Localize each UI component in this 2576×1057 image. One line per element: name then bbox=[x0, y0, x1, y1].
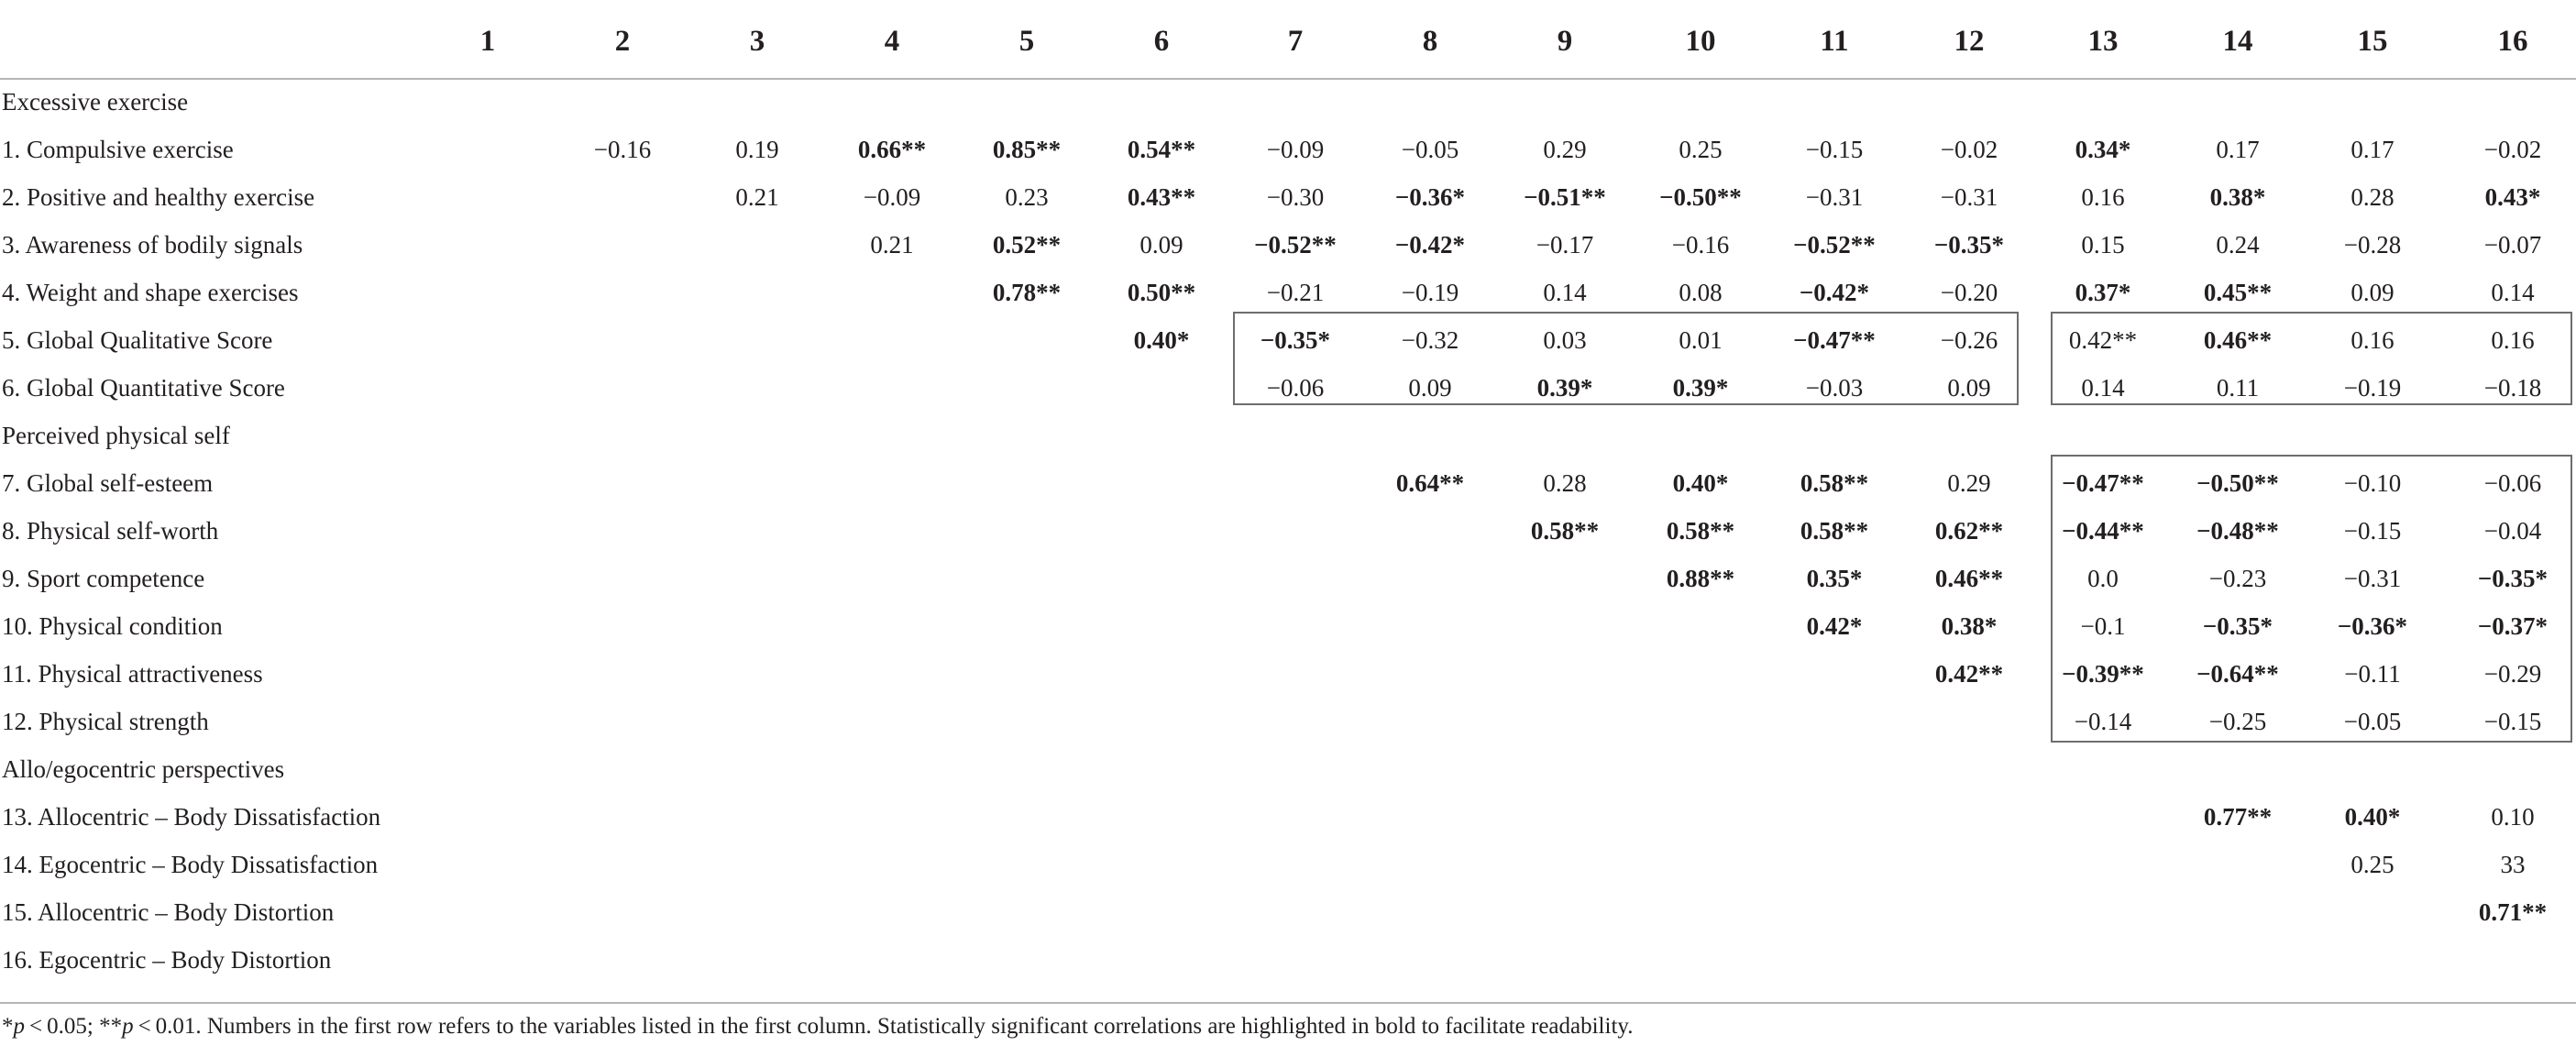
column-header: 11 bbox=[1820, 25, 1849, 58]
correlation-cell: −0.52** bbox=[1254, 231, 1337, 259]
row-label: 4. Weight and shape exercises bbox=[2, 279, 299, 306]
column-header: 5 bbox=[1018, 25, 1035, 58]
correlation-cell: −0.47** bbox=[1793, 326, 1876, 354]
column-header: 15 bbox=[2357, 25, 2388, 58]
correlation-cell: 0.28 bbox=[1543, 469, 1587, 497]
row-label: 1. Compulsive exercise bbox=[2, 136, 234, 163]
correlation-cell: 0.25 bbox=[1679, 136, 1723, 163]
correlation-cell: 0.09 bbox=[1947, 374, 1991, 402]
correlation-cell: −0.23 bbox=[2208, 565, 2267, 592]
correlation-cell: −0.28 bbox=[2343, 231, 2402, 259]
correlation-cell: 0.42** bbox=[1934, 660, 2004, 688]
section-heading: Excessive exercise bbox=[2, 88, 189, 116]
correlation-cell: 0.16 bbox=[2081, 183, 2125, 211]
row-label: 8. Physical self-worth bbox=[2, 517, 219, 545]
correlation-cell: −0.09 bbox=[863, 183, 921, 211]
column-header: 4 bbox=[884, 25, 900, 58]
correlation-cell: −0.09 bbox=[1266, 136, 1325, 163]
row-label: 12. Physical strength bbox=[2, 708, 209, 735]
correlation-cell: 0.58** bbox=[1800, 517, 1869, 545]
correlation-cell: 0.34* bbox=[2075, 136, 2131, 163]
correlation-cell: 0.71** bbox=[2478, 898, 2548, 926]
correlation-cell: 0.29 bbox=[1947, 469, 1991, 497]
correlation-cell: −0.35* bbox=[1260, 326, 1331, 354]
correlation-cell: −0.29 bbox=[2483, 660, 2542, 688]
correlation-cell: 0.66** bbox=[857, 136, 927, 163]
row-label: 15. Allocentric – Body Distortion bbox=[2, 898, 335, 926]
correlation-cell: 0.15 bbox=[2081, 231, 2125, 259]
correlation-cell: −0.39** bbox=[2062, 660, 2144, 688]
correlation-cell: 0.17 bbox=[2216, 136, 2260, 163]
correlation-cell: −0.10 bbox=[2343, 469, 2402, 497]
column-header: 1 bbox=[479, 25, 496, 58]
row-label: 2. Positive and healthy exercise bbox=[2, 183, 315, 211]
column-header: 8 bbox=[1422, 25, 1438, 58]
correlation-cell: 0.43* bbox=[2484, 183, 2541, 211]
correlation-cell: −0.31 bbox=[1940, 183, 1998, 211]
correlation-cell: −0.36* bbox=[2337, 612, 2408, 640]
correlation-cell: 0.28 bbox=[2350, 183, 2394, 211]
correlation-cell: −0.35* bbox=[1933, 231, 2005, 259]
bottom-rule bbox=[0, 1002, 2576, 1004]
correlation-cell: −0.37* bbox=[2477, 612, 2548, 640]
highlight-box bbox=[2051, 455, 2572, 743]
header-rule bbox=[0, 78, 2576, 80]
correlation-cell: 0.14 bbox=[2491, 279, 2535, 306]
correlation-cell: 0.03 bbox=[1543, 326, 1587, 354]
correlation-cell: −0.25 bbox=[2208, 708, 2267, 735]
correlation-cell: −0.35* bbox=[2202, 612, 2273, 640]
correlation-cell: 0.17 bbox=[2350, 136, 2394, 163]
row-label: 11. Physical attractiveness bbox=[2, 660, 263, 688]
correlation-cell: 0.09 bbox=[2350, 279, 2394, 306]
correlation-cell: 0.38* bbox=[2209, 183, 2266, 211]
correlation-cell: 0.01 bbox=[1679, 326, 1723, 354]
correlation-cell: 0.35* bbox=[1806, 565, 1863, 592]
correlation-cell: 0.38* bbox=[1941, 612, 1998, 640]
correlation-cell: −0.1 bbox=[2080, 612, 2126, 640]
correlation-cell: 33 bbox=[2500, 851, 2526, 878]
correlation-cell: 0.42** bbox=[2068, 326, 2138, 354]
correlation-cell: −0.20 bbox=[1940, 279, 1998, 306]
correlation-cell: 0.40* bbox=[2344, 803, 2401, 831]
correlation-cell: 0.14 bbox=[2081, 374, 2125, 402]
correlation-cell: 0.62** bbox=[1934, 517, 2004, 545]
correlation-cell: −0.02 bbox=[1940, 136, 1998, 163]
correlation-cell: −0.04 bbox=[2483, 517, 2542, 545]
correlation-cell: 0.25 bbox=[2350, 851, 2394, 878]
correlation-cell: 0.45** bbox=[2203, 279, 2273, 306]
row-label: 9. Sport competence bbox=[2, 565, 205, 592]
correlation-cell: 0.54** bbox=[1127, 136, 1196, 163]
correlation-cell: −0.15 bbox=[1805, 136, 1864, 163]
correlation-cell: 0.21 bbox=[735, 183, 779, 211]
table-footnote: *p < 0.05; **p < 0.01. Numbers in the first row refers to the variables listed in the first column. Statistically significant correlations are highlighted in bold to facilitate readability. bbox=[2, 1014, 1634, 1039]
correlation-cell: 0.16 bbox=[2350, 326, 2394, 354]
correlation-cell: −0.50** bbox=[1659, 183, 1742, 211]
correlation-cell: 0.10 bbox=[2491, 803, 2535, 831]
correlation-cell: 0.16 bbox=[2491, 326, 2535, 354]
column-header: 16 bbox=[2497, 25, 2528, 58]
correlation-cell: 0.24 bbox=[2216, 231, 2260, 259]
correlation-cell: 0.39* bbox=[1672, 374, 1729, 402]
row-label: 7. Global self-esteem bbox=[2, 469, 214, 497]
correlation-cell: 0.42* bbox=[1806, 612, 1863, 640]
correlation-cell: −0.31 bbox=[1805, 183, 1864, 211]
correlation-cell: 0.39* bbox=[1536, 374, 1593, 402]
correlation-cell: 0.85** bbox=[992, 136, 1062, 163]
correlation-cell: 0.77** bbox=[2203, 803, 2273, 831]
correlation-cell: −0.07 bbox=[2483, 231, 2542, 259]
correlation-cell: 0.09 bbox=[1408, 374, 1452, 402]
column-header: 2 bbox=[614, 25, 631, 58]
column-header: 12 bbox=[1954, 25, 1985, 58]
correlation-cell: 0.37* bbox=[2075, 279, 2131, 306]
row-label: 3. Awareness of bodily signals bbox=[2, 231, 303, 259]
row-label: 14. Egocentric – Body Dissatisfaction bbox=[2, 851, 379, 878]
column-header: 7 bbox=[1287, 25, 1304, 58]
column-header: 10 bbox=[1685, 25, 1716, 58]
correlation-cell: −0.06 bbox=[1266, 374, 1325, 402]
correlation-cell: 0.21 bbox=[870, 231, 914, 259]
correlation-cell: −0.42* bbox=[1799, 279, 1870, 306]
correlation-cell: −0.30 bbox=[1266, 183, 1325, 211]
correlation-cell: −0.50** bbox=[2196, 469, 2279, 497]
correlation-cell: 0.43** bbox=[1127, 183, 1196, 211]
correlation-cell: −0.19 bbox=[2343, 374, 2402, 402]
correlation-cell: −0.14 bbox=[2074, 708, 2132, 735]
correlation-cell: −0.32 bbox=[1401, 326, 1459, 354]
correlation-cell: −0.47** bbox=[2062, 469, 2144, 497]
correlation-cell: 0.23 bbox=[1005, 183, 1049, 211]
column-header: 13 bbox=[2087, 25, 2119, 58]
correlation-cell: 0.88** bbox=[1666, 565, 1735, 592]
correlation-cell: −0.11 bbox=[2344, 660, 2401, 688]
correlation-cell: −0.02 bbox=[2483, 136, 2542, 163]
correlation-cell: −0.51** bbox=[1524, 183, 1606, 211]
row-label: 13. Allocentric – Body Dissatisfaction bbox=[2, 803, 381, 831]
correlation-cell: −0.15 bbox=[2483, 708, 2542, 735]
correlation-cell: 0.78** bbox=[992, 279, 1062, 306]
row-label: 6. Global Quantitative Score bbox=[2, 374, 285, 402]
row-label: 10. Physical condition bbox=[2, 612, 223, 640]
column-header: 14 bbox=[2222, 25, 2253, 58]
correlation-cell: −0.15 bbox=[2343, 517, 2402, 545]
correlation-cell: −0.05 bbox=[1401, 136, 1459, 163]
correlation-cell: 0.11 bbox=[2216, 374, 2260, 402]
correlation-cell: 0.0 bbox=[2087, 565, 2119, 592]
correlation-cell: −0.44** bbox=[2062, 517, 2144, 545]
correlation-cell: 0.46** bbox=[2203, 326, 2273, 354]
correlation-cell: −0.52** bbox=[1793, 231, 1876, 259]
column-header: 6 bbox=[1153, 25, 1170, 58]
correlation-cell: 0.46** bbox=[1934, 565, 2004, 592]
correlation-cell: −0.16 bbox=[593, 136, 652, 163]
correlation-cell: −0.31 bbox=[2343, 565, 2402, 592]
correlation-cell: −0.35* bbox=[2477, 565, 2548, 592]
section-heading: Allo/egocentric perspectives bbox=[2, 755, 285, 783]
correlation-cell: −0.26 bbox=[1940, 326, 1998, 354]
correlation-cell: 0.58** bbox=[1530, 517, 1600, 545]
correlation-cell: −0.03 bbox=[1805, 374, 1864, 402]
correlation-cell: −0.19 bbox=[1401, 279, 1459, 306]
correlation-cell: 0.58** bbox=[1666, 517, 1735, 545]
correlation-cell: 0.52** bbox=[992, 231, 1062, 259]
correlation-cell: −0.48** bbox=[2196, 517, 2279, 545]
correlation-cell: −0.16 bbox=[1671, 231, 1730, 259]
row-label: 16. Egocentric – Body Distortion bbox=[2, 946, 332, 974]
correlation-cell: −0.06 bbox=[2483, 469, 2542, 497]
correlation-cell: −0.21 bbox=[1266, 279, 1325, 306]
correlation-cell: 0.64** bbox=[1395, 469, 1465, 497]
correlation-cell: 0.40* bbox=[1672, 469, 1729, 497]
correlation-cell: 0.29 bbox=[1543, 136, 1587, 163]
column-header: 3 bbox=[749, 25, 765, 58]
correlation-cell: 0.58** bbox=[1800, 469, 1869, 497]
correlation-cell: 0.50** bbox=[1127, 279, 1196, 306]
correlation-cell: −0.05 bbox=[2343, 708, 2402, 735]
correlation-cell: 0.08 bbox=[1679, 279, 1723, 306]
highlight-box bbox=[2051, 312, 2572, 405]
correlation-cell: −0.64** bbox=[2196, 660, 2279, 688]
correlation-cell: 0.09 bbox=[1139, 231, 1183, 259]
section-heading: Perceived physical self bbox=[2, 422, 230, 449]
correlation-cell: 0.19 bbox=[735, 136, 779, 163]
correlation-cell: −0.17 bbox=[1536, 231, 1594, 259]
correlation-cell: 0.14 bbox=[1543, 279, 1587, 306]
highlight-box bbox=[1233, 312, 2019, 405]
correlation-cell: −0.18 bbox=[2483, 374, 2542, 402]
row-label: 5. Global Qualitative Score bbox=[2, 326, 273, 354]
column-header: 9 bbox=[1557, 25, 1573, 58]
correlation-cell: 0.40* bbox=[1133, 326, 1190, 354]
correlation-cell: −0.36* bbox=[1394, 183, 1466, 211]
correlation-cell: −0.42* bbox=[1394, 231, 1466, 259]
